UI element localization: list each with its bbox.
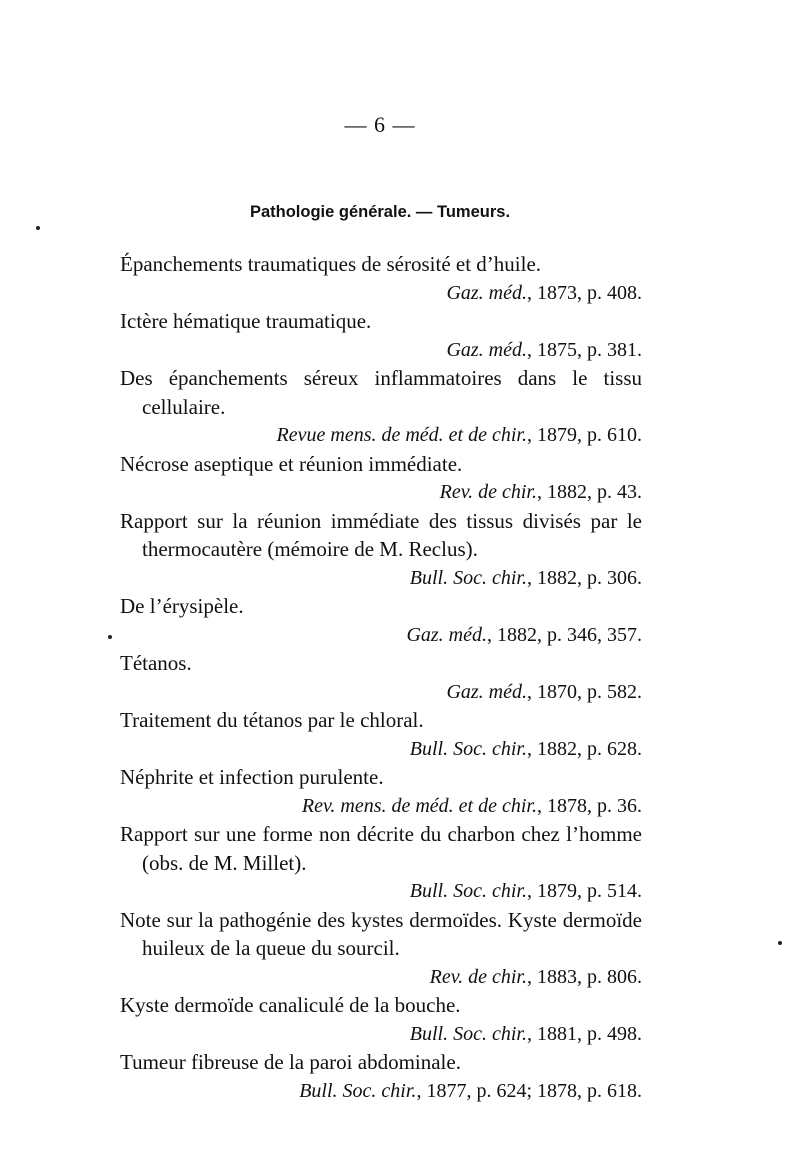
entry-reference <box>120 564 642 593</box>
entry-reference <box>120 792 642 821</box>
journal-name: Bull. Soc. chir. <box>409 737 527 760</box>
bibliography-entry <box>120 507 642 593</box>
citation-details: , 1882, p. 306. <box>527 566 642 589</box>
entry-title: Néphrite et infection purulente. <box>120 765 384 789</box>
citation-details: , 1879, p. 514. <box>527 880 642 902</box>
citation-details: , 1879, p. 610. <box>527 424 642 446</box>
journal-name: Bull. Soc. chir. <box>409 880 527 902</box>
citation-details: , 1873, p. 408. <box>527 281 642 304</box>
entry-title: Épanchements traumatiques de sérosité et d’huile. <box>120 252 542 276</box>
ink-speck <box>778 941 782 945</box>
entry-reference <box>120 1077 642 1106</box>
bibliography-entry <box>120 1048 642 1105</box>
journal-name: Rev. de chir. <box>429 965 527 988</box>
citation-details: , 1875, p. 381. <box>527 338 642 361</box>
bibliography-list <box>120 250 642 1105</box>
bibliography-entry <box>120 991 642 1048</box>
bibliography-entry <box>120 592 642 649</box>
entry-title: Nécrose aseptique et réunion immédiate. <box>120 451 463 476</box>
entry-reference <box>120 1020 642 1049</box>
page-number: — 6 — <box>344 112 416 137</box>
journal-name: Gaz. méd. <box>406 623 487 646</box>
journal-name: Revue mens. de méd. et de chir. <box>276 424 527 446</box>
journal-name: Rev. de chir. <box>439 481 537 503</box>
entry-title: Rapport sur la réunion immédiate des tissus divisés par le thermocautère (mémoire de M. Reclus). <box>120 508 642 561</box>
bibliography-entry <box>120 250 642 307</box>
entry-title: Ictère hématique traumatique. <box>120 309 372 333</box>
bibliography-entry <box>120 820 642 906</box>
bibliography-entry <box>120 906 642 992</box>
journal-name: Bull. Soc. chir. <box>299 1079 417 1102</box>
citation-details: , 1882, p. 346, 357. <box>487 623 642 646</box>
citation-details: , 1881, p. 498. <box>527 1022 642 1045</box>
entry-reference <box>120 678 642 707</box>
entry-reference <box>120 478 642 507</box>
entry-title: Tétanos. <box>120 651 192 675</box>
entry-reference <box>120 735 642 764</box>
citation-details: , 1882, p. 628. <box>527 737 642 760</box>
citation-details: , 1883, p. 806. <box>527 965 642 988</box>
journal-name: Gaz. méd. <box>446 281 527 304</box>
entry-reference <box>120 963 642 992</box>
citation-details: , 1882, p. 43. <box>537 481 642 503</box>
journal-name: Bull. Soc. chir. <box>409 1022 527 1045</box>
citation-details: , 1877, p. 624; 1878, p. 618. <box>416 1079 642 1102</box>
entry-reference <box>120 421 642 450</box>
journal-name: Rev. mens. de méd. et de chir. <box>301 794 537 817</box>
entry-title: Tumeur fibreuse de la paroi abdominale. <box>120 1050 461 1074</box>
entry-reference <box>120 336 642 365</box>
bibliography-entry <box>120 364 642 450</box>
entry-title: Rapport sur une forme non décrite du charbon chez l’homme (obs. de M. Millet). <box>120 822 642 875</box>
citation-details: , 1870, p. 582. <box>527 680 642 703</box>
entry-title: Kyste dermoïde canaliculé de la bouche. <box>120 993 461 1017</box>
entry-reference <box>120 279 642 308</box>
journal-name: Gaz. méd. <box>446 680 527 703</box>
bibliography-entry <box>120 450 642 507</box>
journal-name: Bull. Soc. chir. <box>409 566 527 589</box>
bibliography-entry <box>120 706 642 763</box>
entry-title: Traitement du tétanos par le chloral. <box>120 708 424 732</box>
entry-title: Note sur la pathogénie des kystes dermoïdes. Kyste dermoïde huileux de la queue du sourcil. <box>120 907 642 960</box>
ink-speck <box>36 226 40 230</box>
bibliography-entry <box>120 307 642 364</box>
citation-details: , 1878, p. 36. <box>537 794 642 817</box>
journal-name: Gaz. méd. <box>446 338 527 361</box>
entry-title: De l’érysipèle. <box>120 594 244 618</box>
bibliography-entry <box>120 649 642 706</box>
section-heading: Pathologie générale. — Tumeurs. <box>249 203 511 221</box>
entry-title: Des épanchements séreux inflammatoires dans le tissu cellulaire. <box>120 366 642 419</box>
entry-reference <box>120 877 642 906</box>
ink-speck <box>108 635 112 639</box>
entry-reference <box>120 621 642 650</box>
bibliography-entry <box>120 763 642 820</box>
